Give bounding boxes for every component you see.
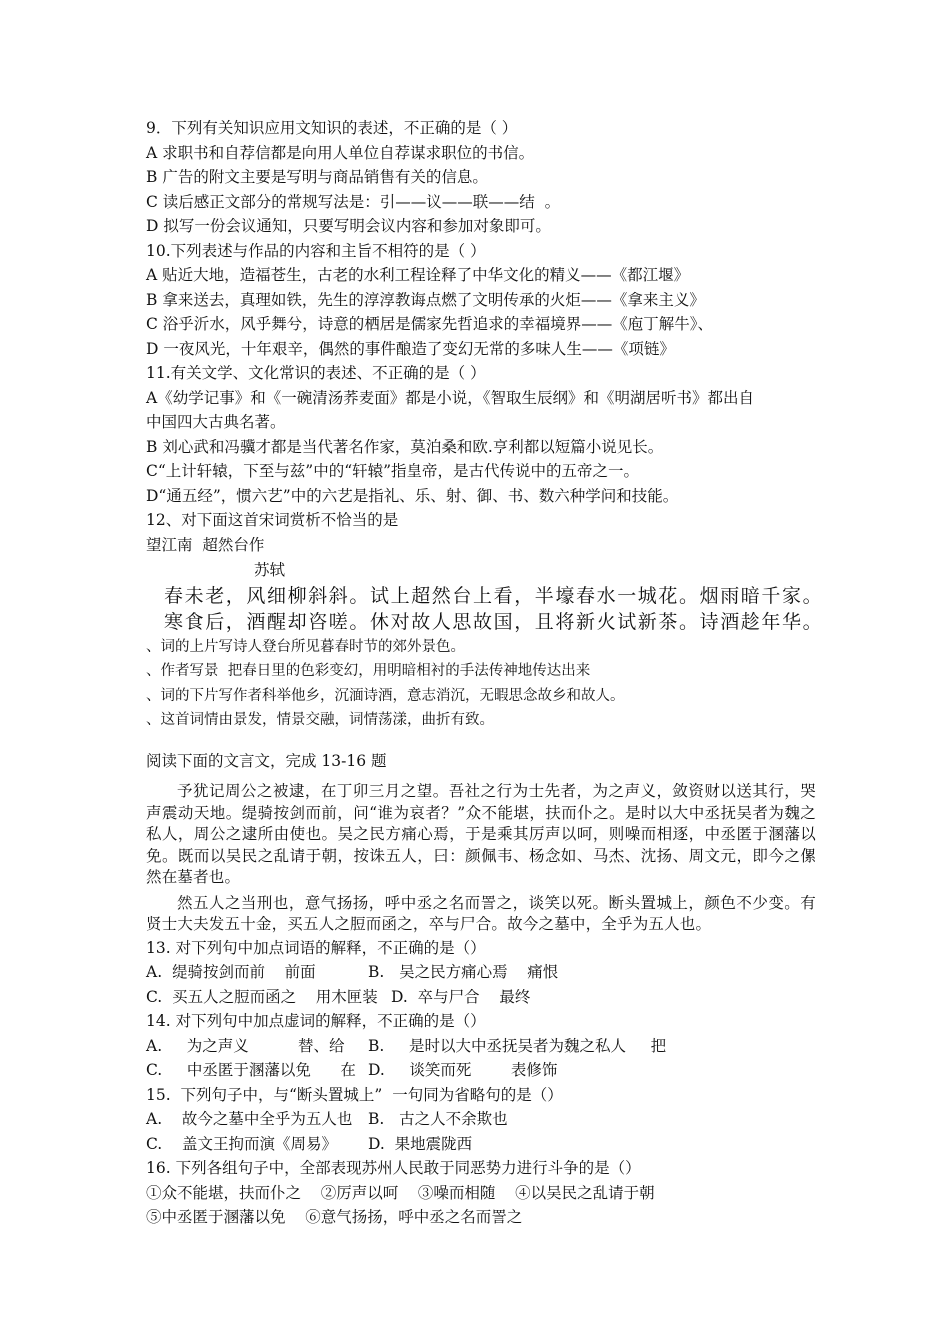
q11-stem: 11.有关文学、文化常识的表述、不正确的是（ ） [146,364,486,382]
reading-paragraph-1: 予犹记周公之被逮，在丁卯三月之望。吾社之行为士先者，为之声义，敛资财以送其行，哭声震动天地。缇骑按剑而前，问“谁为哀者？”众不能堪，扶而仆之。是时以大中丞抚吴者为魏之私人，周公之逮所由使也。吴之民方痛心焉，于是乘其厉声以呵，则噪而相逐，中丞匿于溷藩以免。既而以吴民之乱请于朝，按诛五人，曰：颜佩韦、杨念如、马杰、沈扬、周文元，即今之傫然在墓者也。 [146,782,816,886]
q10-option-c: C 浴乎沂水，风乎舞兮，诗意的栖居是儒家先哲追求的幸福境界——《庖丁解牛》、 [146,315,714,333]
q10-stem: 10.下列表述与作品的内容和主旨不相符的是（ ） [146,241,486,260]
poem-line-1: 春未老，风细柳斜斜。试上超然台上看，半壕春水一城花。烟雨暗千家。 [164,584,824,607]
q11-option-a-line1: A《幼学记事》和《一碗清汤荞麦面》都是小说，《智取生辰纲》和《明湖居听书》都出自 [146,388,754,407]
q13-option-a: A. 缇骑按剑而前 前面 [146,963,316,981]
q15-option-c: C. 盖文王拘而演《周易》 [146,1134,337,1153]
q12-option-c: 、词的下片写作者科举他乡，沉湎诗酒，意志消沉，无暇思念故乡和故人。 [146,687,625,704]
q16-choices-line-2: ⑤中丞匿于溷藩以免 ⑥意气扬扬，呼中丞之名而詈之 [146,1208,523,1226]
q14-stem: 14. 对下列句中加点虚词的解释，不正确的是（） [146,1012,486,1030]
q10-option-b: B 拿来送去，真理如铁，先生的淳淳教诲点燃了文明传承的火炬——《拿来主义》 [146,290,705,309]
q14-option-c: C. 中丞匿于溷藩以免 在 [146,1061,356,1079]
poem-title: 望江南 超然台作 [146,535,265,554]
q11-option-b: B 刘心武和冯骥才都是当代著名作家，莫泊桑和欧.亨利都以短篇小说见长。 [146,437,664,456]
q11-option-d: D“通五经”，惯六艺”中的六艺是指礼、乐、射、御、书、数六种学问和技能。 [146,486,679,505]
q12-option-d: 、这首词情由景发，情景交融，词情荡漾，曲折有致。 [146,712,494,728]
reading-intro: 阅读下面的文言文，完成 13-16 题 [146,751,387,770]
q12-stem: 12、对下面这首宋词赏析不恰当的是 [146,511,399,529]
q12-option-b: 、作者写景 把春日里的色彩变幻，用明暗相衬的手法传神地传达出来 [146,663,591,679]
q15-option-b: B. 古之人不余欺也 [368,1110,508,1128]
q15-option-a: A. 故今之墓中全乎为五人也 [146,1110,353,1128]
q15-stem: 15. 下列句子中，与“断头置城上” 一句同为省略句的是（） [146,1085,563,1104]
q13-stem: 13. 对下列句中加点词语的解释，不正确的是（） [146,938,486,957]
reading-paragraph-2: 然五人之当刑也，意气扬扬，呼中丞之名而詈之，谈笑以死。断头置城上，颜色不少变。有贤士大夫发五十金，买五人之脰而函之，卒与尸合。故今之墓中，全乎为五人也。 [146,893,816,933]
poem-author: 苏轼 [254,560,286,579]
q9-option-c: C 读后感正文部分的常规写法是：引——议——联——结 。 [146,192,561,211]
q14-option-b: B. 是时以大中丞抚吴者为魏之私人 把 [368,1036,667,1055]
poem-line-2: 寒食后，酒醒却咨嗟。休对故人思故国，且将新火试新茶。诗酒趁年华。 [164,610,824,633]
q12-option-a: 、词的上片写诗人登台所见暮春时节的郊外景色。 [146,638,465,655]
q13-option-b: B. 吴之民方痛心焉 痛恨 [368,963,559,981]
q14-option-d: D. 谈笑而死 表修饰 [368,1061,558,1079]
exam-page [146,116,824,1230]
q11-option-c: C“上计轩辕，下至与兹”中的“轩辕”指皇帝，是古代传说中的五帝之一。 [146,462,640,480]
q13-option-d: D. 卒与尸合 最终 [391,987,531,1006]
q13-option-c: C. 买五人之脰而函之 用木匣装 [146,987,378,1006]
q10-option-d: D 一夜风光，十年艰辛，偶然的事件酿造了变幻无常的多味人生——《项链》 [146,339,675,358]
q9-stem: 9．下列有关知识应用文知识的表述，不正确的是（ ） [146,119,518,137]
q10-option-a: A 贴近大地，造福苍生，古老的水利工程诠释了中华文化的精义——《都江堰》 [146,266,690,284]
q11-option-a-line2: 中国四大古典名著。 [146,413,286,431]
q14-option-a: A. 为之声义 替、给 [146,1036,345,1055]
q16-choices-line-1: ①众不能堪，扶而仆之 ②厉声以呵 ③噪而相随 ④以吴民之乱请于朝 [146,1183,655,1202]
q15-option-d: D. 果地震陇西 [368,1134,473,1153]
q9-option-b: B 广告的附文主要是写明与商品销售有关的信息。 [146,168,488,186]
q16-stem: 16. 下列各组句子中，全部表现苏州人民敢于同恶势力进行斗争的是（） [146,1159,641,1177]
q9-option-a: A 求职书和自荐信都是向用人单位自荐谋求职位的书信。 [146,143,535,162]
q9-option-d: D 拟写一份会议通知，只要写明会议内容和参加对象即可。 [146,217,551,235]
